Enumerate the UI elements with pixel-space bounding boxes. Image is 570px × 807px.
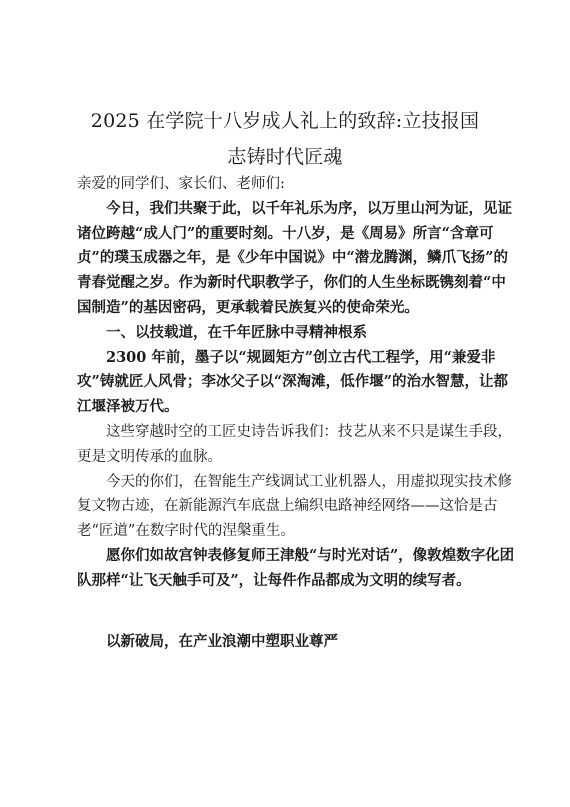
document-title-line2: 志铸时代匠魂 [227, 146, 343, 168]
history-paragraph: 2300 年前，墨子以“规圆矩方”创立古代工程学，用“兼爱非攻”铸就匠人风骨；李冰父子以“深淘滩，低作堰”的治水智慧，让都江堰泽被万代。 [77, 348, 509, 416]
lesson-paragraph: 这些穿越时空的工匠史诗告诉我们：技艺从来不只是谋生手段，更是文明传承的血脉。 [77, 423, 512, 465]
section-heading-1: 一、以技载道，在千年匠脉中寻精神根系 [106, 323, 367, 341]
wish-paragraph: 愿你们如故宫钟表修复师王津般“与时光对话”，像敦煌数字化团队那样“让飞天触手可及”，让每件作品都成为文明的续写者。 [77, 546, 515, 589]
document-title-line1: 2025 在学院十八岁成人礼上的致辞:立技报国 [90, 110, 480, 132]
today-paragraph: 今天的你们，在智能生产线调试工业机器人，用虚拟现实技术修复文物古迹，在新能源汽车底盘上编织电路神经网络——这恰是古老“匠道”在数字时代的涅槃重生。 [77, 473, 512, 540]
salutation: 亲爱的同学们、家长们、老师们: [77, 176, 285, 192]
section-heading-2: 以新破局，在产业浪潮中塑职业尊严 [106, 632, 338, 650]
document-body [77, 172, 517, 654]
paragraph-gap [77, 594, 517, 630]
intro-paragraph: 今日，我们共聚于此，以千年礼乐为序，以万里山河为证，见证诸位跨越“成人门”的重要时刻。十八岁，是《周易》所言“含章可贞”的璞玉成器之年，是《少年中国说》中“潜龙腾渊，鳞爪飞扬”的青春觉醒之岁。作为新时代职教学子，你们的人生坐标既镌刻着“中国制造”的基因密码，更承载着民族复兴的使命荣光。 [77, 199, 512, 316]
